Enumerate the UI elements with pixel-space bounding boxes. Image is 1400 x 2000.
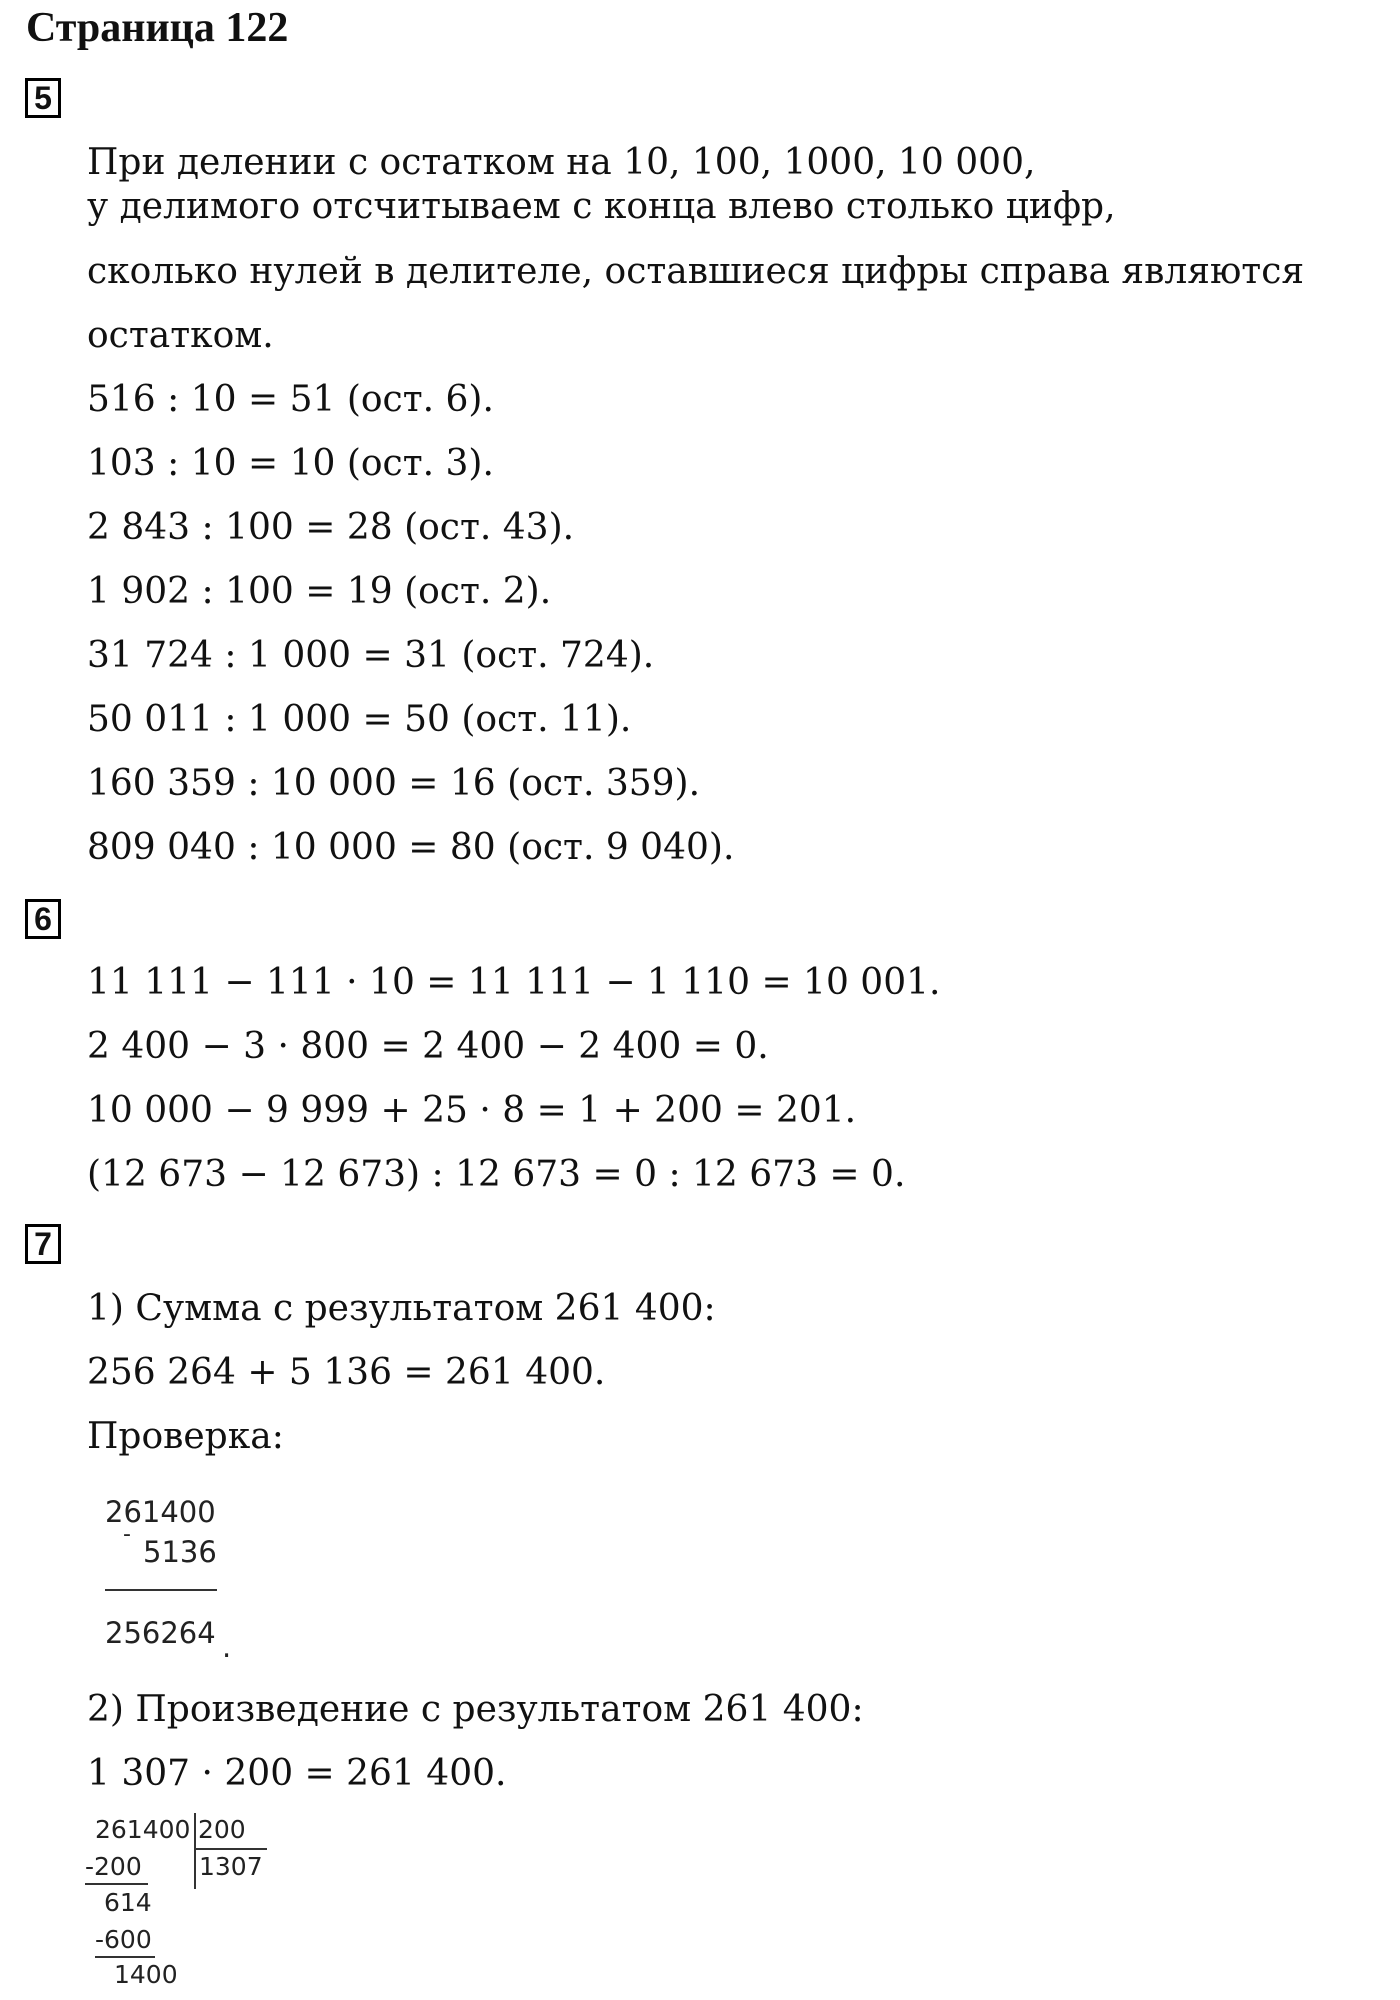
division-vertical-line <box>194 1813 196 1889</box>
task5-rule-line-1: При делении с остатком на 10, 100, 1000, 10 000, <box>87 142 1036 183</box>
page-title: Страница 122 <box>26 5 289 51</box>
task5-equation-7: 160 359 : 10 000 = 16 (ост. 359). <box>87 763 701 804</box>
dividend: 261400 <box>95 1815 191 1844</box>
division-step-subtract-1: -200 <box>85 1852 142 1881</box>
task6-expression-2: 2 400 − 3 · 800 = 2 400 − 2 400 = 0. <box>87 1026 769 1067</box>
task5-equation-3: 2 843 : 100 = 28 (ост. 43). <box>87 507 575 548</box>
task7-sum-heading: 1) Сумма с результатом 261 400: <box>87 1288 716 1329</box>
divisor: 200 <box>198 1815 246 1844</box>
task5-equation-4: 1 902 : 100 = 19 (ост. 2). <box>87 571 552 612</box>
task7-product-equation: 1 307 · 200 = 261 400. <box>87 1753 507 1794</box>
division-step-line-2 <box>95 1956 155 1958</box>
task5-rule-line-3: сколько нулей в делителе, оставшиеся цифры справа являются <box>87 251 1305 292</box>
task-number-6: 6 <box>25 899 61 939</box>
task6-expression-1: 11 111 − 111 · 10 = 11 111 − 1 110 = 10 001. <box>87 962 941 1003</box>
task5-equation-8: 809 040 : 10 000 = 80 (ост. 9 040). <box>87 827 735 868</box>
task-number-7: 7 <box>25 1224 61 1264</box>
difference: 256264 <box>105 1616 216 1650</box>
quotient: 1307 <box>199 1852 263 1881</box>
subtraction-line <box>105 1589 217 1591</box>
minus-sign: - <box>123 1522 131 1547</box>
division-step-subtract-2: -600 <box>95 1925 152 1954</box>
task7-product-heading: 2) Произведение с результатом 261 400: <box>87 1689 864 1730</box>
division-step-remainder-1: 614 <box>104 1888 152 1917</box>
task7-sum-equation: 256 264 + 5 136 = 261 400. <box>87 1352 606 1393</box>
division-step-remainder-2: 1400 <box>114 1960 178 1989</box>
task5-equation-5: 31 724 : 1 000 = 31 (ост. 724). <box>87 635 655 676</box>
end-dot: . <box>222 1630 232 1664</box>
task5-rule-line-2: у делимого отсчитываем с конца влево столько цифр, <box>87 186 1116 227</box>
minuend: 261400 <box>105 1495 216 1529</box>
task5-equation-2: 103 : 10 = 10 (ост. 3). <box>87 443 494 484</box>
division-step-line-1 <box>85 1883 148 1885</box>
divisor-underline <box>194 1848 267 1850</box>
task5-equation-1: 516 : 10 = 51 (ост. 6). <box>87 379 494 420</box>
subtrahend: 5136 <box>143 1535 217 1569</box>
task6-expression-3: 10 000 − 9 999 + 25 · 8 = 1 + 200 = 201. <box>87 1090 857 1131</box>
task5-rule-line-4: остатком. <box>87 315 274 356</box>
task5-equation-6: 50 011 : 1 000 = 50 (ост. 11). <box>87 699 632 740</box>
task-number-5: 5 <box>25 78 61 118</box>
task6-expression-4: (12 673 − 12 673) : 12 673 = 0 : 12 673 = 0. <box>87 1154 906 1195</box>
task7-check-label: Проверка: <box>87 1416 284 1457</box>
